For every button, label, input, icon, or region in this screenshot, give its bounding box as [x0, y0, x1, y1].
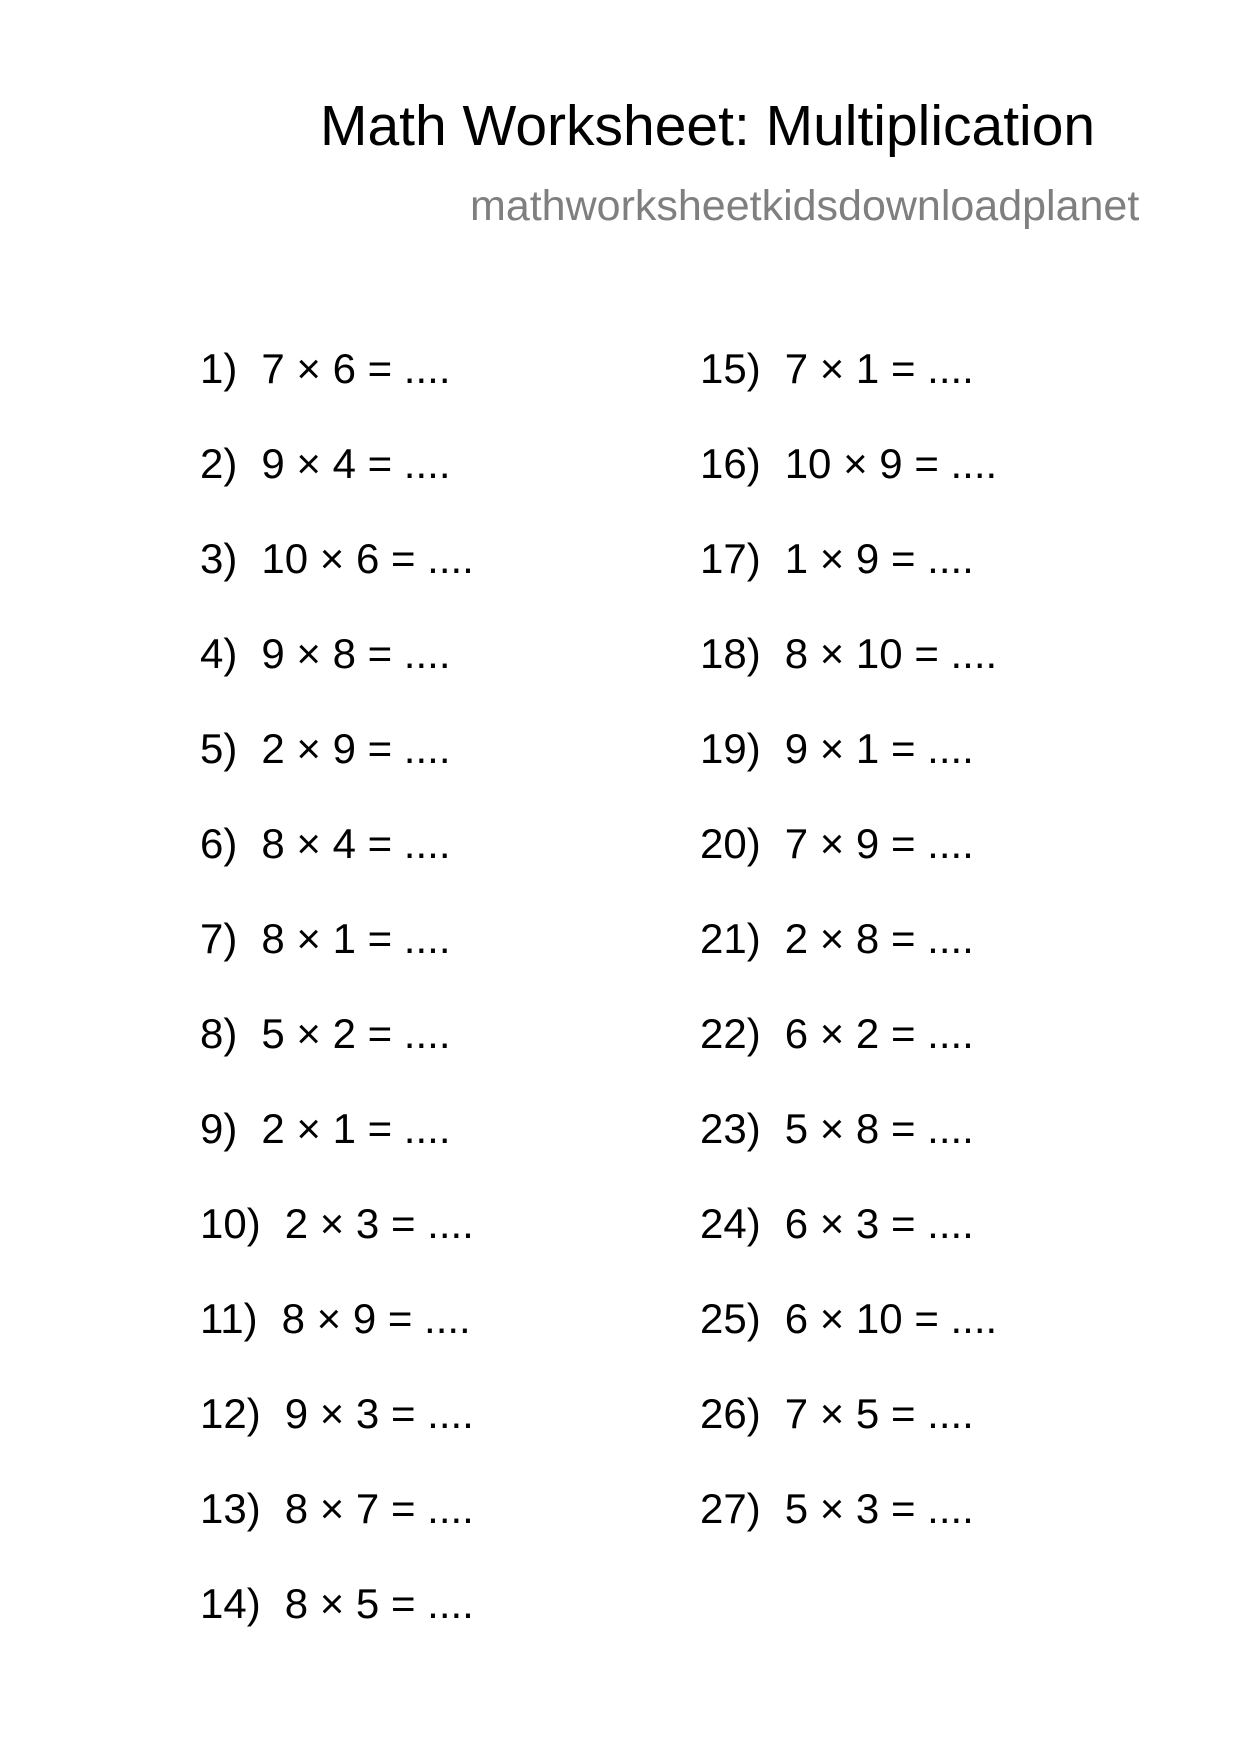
problem-item — [200, 345, 670, 443]
problem-number: 12) — [200, 1390, 261, 1437]
problem-item — [700, 1390, 1170, 1488]
problem-number: 11) — [200, 1295, 258, 1342]
site-name: mathworksheetkidsdownloadplanet — [470, 182, 1140, 230]
problem-expression: 7 × 5 = .... — [784, 1390, 974, 1437]
problem-item — [200, 535, 670, 633]
problem-item — [200, 440, 670, 538]
problem-column-left — [200, 345, 670, 1678]
problem-item — [700, 1200, 1170, 1298]
problem-expression: 7 × 9 = .... — [784, 820, 974, 867]
problem-expression: 8 × 9 = .... — [281, 1295, 471, 1342]
problem-expression: 8 × 10 = .... — [784, 630, 998, 677]
problem-expression: 10 × 6 = .... — [261, 535, 474, 582]
problem-expression: 5 × 3 = .... — [784, 1485, 974, 1532]
problem-column-right — [700, 345, 1170, 1583]
problem-expression: 2 × 1 = .... — [261, 1105, 451, 1152]
problem-number: 10) — [200, 1200, 261, 1247]
problem-item — [700, 1010, 1170, 1108]
problem-number: 2) — [200, 440, 238, 487]
problem-item — [700, 725, 1170, 823]
problem-expression: 9 × 1 = .... — [784, 725, 974, 772]
problem-number: 27) — [700, 1485, 761, 1532]
problem-number: 9) — [200, 1105, 238, 1152]
problem-number: 22) — [700, 1010, 761, 1057]
problem-expression: 7 × 6 = .... — [261, 345, 451, 392]
problem-number: 23) — [700, 1105, 761, 1152]
problem-number: 13) — [200, 1485, 261, 1532]
problem-expression: 5 × 2 = .... — [261, 1010, 451, 1057]
problem-expression: 6 × 2 = .... — [784, 1010, 974, 1057]
problem-expression: 5 × 8 = .... — [784, 1105, 974, 1152]
problem-item — [200, 630, 670, 728]
problem-number: 3) — [200, 535, 238, 582]
page-title: Math Worksheet: Multiplication — [320, 94, 1096, 158]
problem-number: 19) — [700, 725, 761, 772]
problem-expression: 2 × 9 = .... — [261, 725, 451, 772]
problem-number: 7) — [200, 915, 238, 962]
problem-item — [200, 1390, 670, 1488]
problem-item — [700, 1295, 1170, 1393]
problem-number: 16) — [700, 440, 761, 487]
problem-number: 1) — [200, 345, 238, 392]
problem-item — [700, 440, 1170, 538]
problem-number: 17) — [700, 535, 761, 582]
problem-number: 25) — [700, 1295, 761, 1342]
problem-number: 8) — [200, 1010, 238, 1057]
problem-expression: 10 × 9 = .... — [784, 440, 998, 487]
problem-expression: 9 × 4 = .... — [261, 440, 451, 487]
problem-item — [700, 820, 1170, 918]
problem-expression: 7 × 1 = .... — [784, 345, 974, 392]
problem-expression: 8 × 5 = .... — [284, 1580, 474, 1627]
problem-item — [200, 1105, 670, 1203]
problem-item — [700, 1105, 1170, 1203]
problem-number: 5) — [200, 725, 238, 772]
problem-item — [700, 1485, 1170, 1583]
problem-expression: 6 × 10 = .... — [784, 1295, 998, 1342]
problem-expression: 2 × 3 = .... — [284, 1200, 474, 1247]
problem-item — [200, 820, 670, 918]
problem-number: 21) — [700, 915, 761, 962]
problem-expression: 8 × 1 = .... — [261, 915, 451, 962]
problem-item — [700, 915, 1170, 1013]
problem-number: 26) — [700, 1390, 761, 1437]
problem-expression: 8 × 7 = .... — [284, 1485, 474, 1532]
problem-number: 4) — [200, 630, 238, 677]
problem-expression: 9 × 3 = .... — [284, 1390, 474, 1437]
problem-item — [200, 915, 670, 1013]
problem-item — [700, 535, 1170, 633]
problem-expression: 8 × 4 = .... — [261, 820, 451, 867]
problem-item — [200, 1010, 670, 1108]
problem-item — [700, 345, 1170, 443]
problem-item — [200, 1200, 670, 1298]
problem-item — [200, 725, 670, 823]
problem-number: 14) — [200, 1580, 261, 1627]
problem-item — [200, 1580, 670, 1678]
problem-expression: 1 × 9 = .... — [784, 535, 974, 582]
problem-number: 20) — [700, 820, 761, 867]
problem-item — [200, 1485, 670, 1583]
problem-expression: 6 × 3 = .... — [784, 1200, 974, 1247]
problem-item — [200, 1295, 670, 1393]
problem-number: 18) — [700, 630, 761, 677]
problem-number: 15) — [700, 345, 761, 392]
problem-expression: 9 × 8 = .... — [261, 630, 451, 677]
problem-item — [700, 630, 1170, 728]
problem-number: 24) — [700, 1200, 761, 1247]
problem-number: 6) — [200, 820, 238, 867]
problem-expression: 2 × 8 = .... — [784, 915, 974, 962]
